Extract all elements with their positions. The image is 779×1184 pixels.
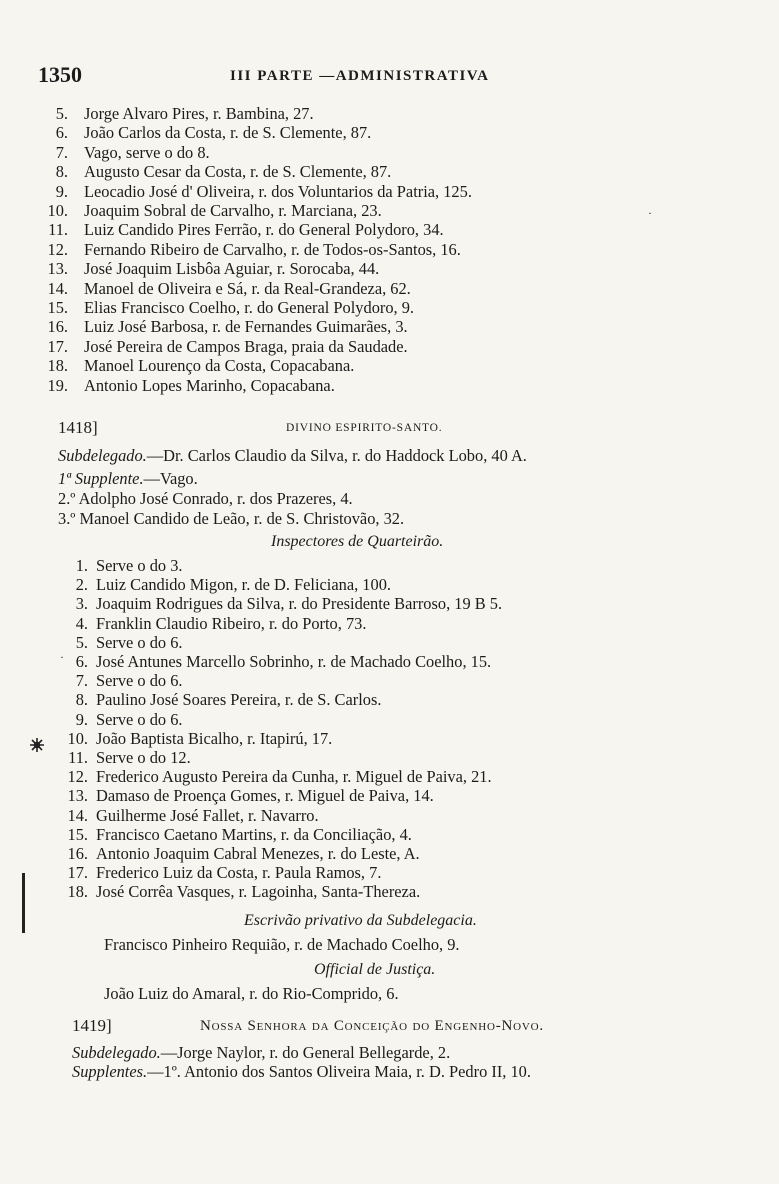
item-number: 7. <box>75 671 88 691</box>
item-number: 11. <box>48 220 68 240</box>
item-text: Vago, serve o do 8. <box>84 142 210 162</box>
item-text: Manoel de Oliveira e Sá, r. da Real-Grandeza, 62. <box>84 278 411 298</box>
list-item <box>44 356 354 375</box>
list-item <box>62 767 492 786</box>
margin-bar-mark <box>22 873 25 933</box>
official-heading: Official de Justiça. <box>314 961 436 978</box>
page-header <box>38 62 738 92</box>
supplente-3-1418 <box>58 509 404 528</box>
list-item <box>44 337 408 356</box>
item-number: 17. <box>47 336 68 356</box>
item-text: Fernando Ribeiro de Carvalho, r. de Todos-os-Santos, 16. <box>84 239 461 259</box>
item-text: Luiz Candido Migon, r. de D. Feliciana, 100. <box>96 575 391 595</box>
item-number: 15. <box>67 824 88 844</box>
item-number: 17. <box>67 863 88 883</box>
list-item <box>62 671 183 690</box>
subdelegado-1419 <box>72 1043 450 1062</box>
subdelegado-value: —Dr. Carlos Claudio da Silva, r. do Haddock Lobo, 40 A. <box>146 446 527 465</box>
list-item <box>62 594 502 613</box>
list-item <box>62 748 191 767</box>
item-text: Luiz Candido Pires Ferrão, r. do General Polydoro, 34. <box>84 220 444 240</box>
item-number: 4. <box>75 613 88 633</box>
item-number: 16. <box>47 317 68 337</box>
list-item <box>62 710 183 729</box>
item-number: 10. <box>67 728 88 748</box>
supplente-2-label: 2.º <box>58 489 76 508</box>
list-item <box>44 123 371 142</box>
item-text: Serve o do 12. <box>96 748 191 767</box>
item-text: Francisco Caetano Martins, r. da Conciliação, 4. <box>96 824 412 844</box>
list-item <box>44 298 414 317</box>
item-text: Serve o do 6. <box>96 632 183 652</box>
item-number: 14. <box>47 278 68 298</box>
item-text: José Joaquim Lisbôa Aguiar, r. Sorocaba, 44. <box>84 259 380 279</box>
item-text: João Carlos da Costa, r. de S. Clemente, 87. <box>84 123 372 143</box>
list-item <box>62 575 391 594</box>
item-number: 8. <box>75 690 88 710</box>
item-text: Jorge Alvaro Pires, r. Bambina, 27. <box>84 104 314 123</box>
item-text: José Antunes Marcello Sobrinho, r. de Machado Coelho, 15. <box>96 652 492 671</box>
supplente-3-value: Manoel Candido de Leão, r. de S. Christovão, 32. <box>79 509 405 528</box>
item-number: 13. <box>47 259 68 279</box>
item-number: 16. <box>67 844 88 863</box>
item-text: Antonio Joaquim Cabral Menezes, r. do Leste, A. <box>96 844 420 863</box>
item-text: Augusto Cesar da Costa, r. de S. Clemente, 87. <box>84 162 392 182</box>
list-item <box>44 240 461 259</box>
item-text: Frederico Augusto Pereira da Cunha, r. Miguel de Paiva, 21. <box>96 767 492 787</box>
supplente-2-1418 <box>58 489 353 508</box>
list-item <box>62 690 381 709</box>
item-text: João Baptista Bicalho, r. Itapirú, 17. <box>96 728 333 748</box>
item-number: 7. <box>55 142 68 162</box>
subdelegado-label: Subdelegado. <box>58 446 147 465</box>
item-text: Guilherme José Fallet, r. Navarro. <box>96 805 319 825</box>
list-item <box>44 317 408 336</box>
list-item <box>44 220 444 239</box>
item-text: Damaso de Proença Gomes, r. Miguel de Paiva, 14. <box>96 786 434 806</box>
list-item <box>62 729 332 748</box>
supplente-2-value: Adolpho José Conrado, r. dos Prazeres, 4. <box>78 489 353 508</box>
list-item <box>44 201 382 220</box>
asterisk-mark-icon <box>30 738 44 752</box>
list-item <box>62 786 434 805</box>
list-item <box>44 143 210 162</box>
subdelegado-label-1419: Subdelegado. <box>72 1043 161 1062</box>
item-text: Antonio Lopes Marinho, Copacabana. <box>84 375 335 395</box>
item-text: Paulino José Soares Pereira, r. de S. Carlos. <box>96 690 382 710</box>
item-text: Manoel Lourenço da Costa, Copacabana. <box>84 356 355 376</box>
item-text: Serve o do 6. <box>96 709 183 729</box>
item-number: 12. <box>47 239 68 259</box>
item-number: 14. <box>67 805 88 825</box>
item-number: 6. <box>55 123 68 143</box>
list-item <box>44 162 391 181</box>
list-item <box>62 825 412 844</box>
page-number: 1350 <box>38 62 82 87</box>
section-number-1418: 1418] <box>58 418 98 437</box>
list-item <box>44 182 472 201</box>
item-number: 5. <box>75 632 88 652</box>
escrivao-entry: Francisco Pinheiro Requião, r. de Machado Coelho, 9. <box>104 935 460 954</box>
item-text: José Corrêa Vasques, r. Lagoinha, Santa-Thereza. <box>96 882 421 902</box>
item-number: 9. <box>75 709 88 729</box>
item-number: 5. <box>55 104 68 123</box>
item-number: 11. <box>68 748 88 767</box>
list-item <box>44 279 411 298</box>
supplentes-label-1419: Supplentes. <box>72 1062 148 1081</box>
escrivao-heading: Escrivão privativo da Subdelegacia. <box>244 912 477 929</box>
section-number-1419: 1419] <box>72 1016 112 1035</box>
supplente-1-label: 1ª Supplente. <box>58 469 144 488</box>
item-number: 15. <box>47 298 68 317</box>
item-text: José Pereira de Campos Braga, praia da Saudade. <box>84 336 408 356</box>
margin-dot-mark-2: · <box>60 650 64 664</box>
official-entry: João Luiz do Amaral, r. do Rio-Comprido, 6. <box>104 984 399 1003</box>
item-number: 1. <box>75 556 88 575</box>
section-title-1418: DIVINO ESPIRITO-SANTO. <box>286 422 443 434</box>
section-title-1419: Nossa Senhora da Conceição do Engenho-Novo. <box>200 1018 544 1034</box>
item-number: 3. <box>75 594 88 614</box>
subdelegado-value-1419: —Jorge Naylor, r. do General Bellegarde, 2. <box>160 1043 451 1062</box>
item-number: 19. <box>47 375 68 395</box>
list-item <box>62 652 491 671</box>
list-item <box>62 863 381 882</box>
item-text: Elias Francisco Coelho, r. do General Polydoro, 9. <box>84 298 415 317</box>
item-number: 6. <box>75 652 88 671</box>
item-text: Serve o do 6. <box>96 671 183 691</box>
supplente-1-1418 <box>58 469 198 488</box>
list-item <box>62 633 183 652</box>
item-number: 18. <box>47 356 68 376</box>
item-number: 13. <box>67 786 88 806</box>
item-number: 10. <box>47 201 68 220</box>
list-item <box>62 844 420 863</box>
list-item <box>44 104 314 123</box>
list-item <box>62 882 420 901</box>
margin-dot-mark: · <box>648 206 652 220</box>
running-title: III PARTE —ADMINISTRATIVA <box>230 68 490 84</box>
subdelegado-1418 <box>58 446 527 465</box>
item-number: 8. <box>55 162 68 182</box>
item-number: 2. <box>75 575 88 595</box>
supplente-3-label: 3.º <box>58 509 76 528</box>
item-text: Serve o do 3. <box>96 556 183 575</box>
list-item <box>44 376 335 395</box>
item-text: Joaquim Sobral de Carvalho, r. Marciana, 23. <box>84 201 382 220</box>
list-item <box>62 556 183 575</box>
item-number: 18. <box>67 882 88 902</box>
item-text: Franklin Claudio Ribeiro, r. do Porto, 73. <box>96 613 367 633</box>
supplente-1-value: —Vago. <box>143 469 198 488</box>
list-item <box>44 259 379 278</box>
item-text: Luiz José Barbosa, r. de Fernandes Guimarães, 3. <box>84 317 408 337</box>
inspectores-heading: Inspectores de Quarteirão. <box>271 533 444 550</box>
list-item <box>62 806 319 825</box>
supplentes-value-1419: —1º. Antonio dos Santos Oliveira Maia, r. D. Pedro II, 10. <box>147 1062 531 1081</box>
item-text: Frederico Luiz da Costa, r. Paula Ramos, 7. <box>96 863 382 883</box>
supplentes-1419 <box>72 1062 531 1081</box>
item-text: Joaquim Rodrigues da Silva, r. do Presidente Barroso, 19 B 5. <box>96 594 503 614</box>
item-text: Leocadio José d' Oliveira, r. dos Voluntarios da Patria, 125. <box>84 181 472 201</box>
item-number: 12. <box>67 767 88 787</box>
list-item <box>62 614 366 633</box>
item-number: 9. <box>55 181 68 201</box>
